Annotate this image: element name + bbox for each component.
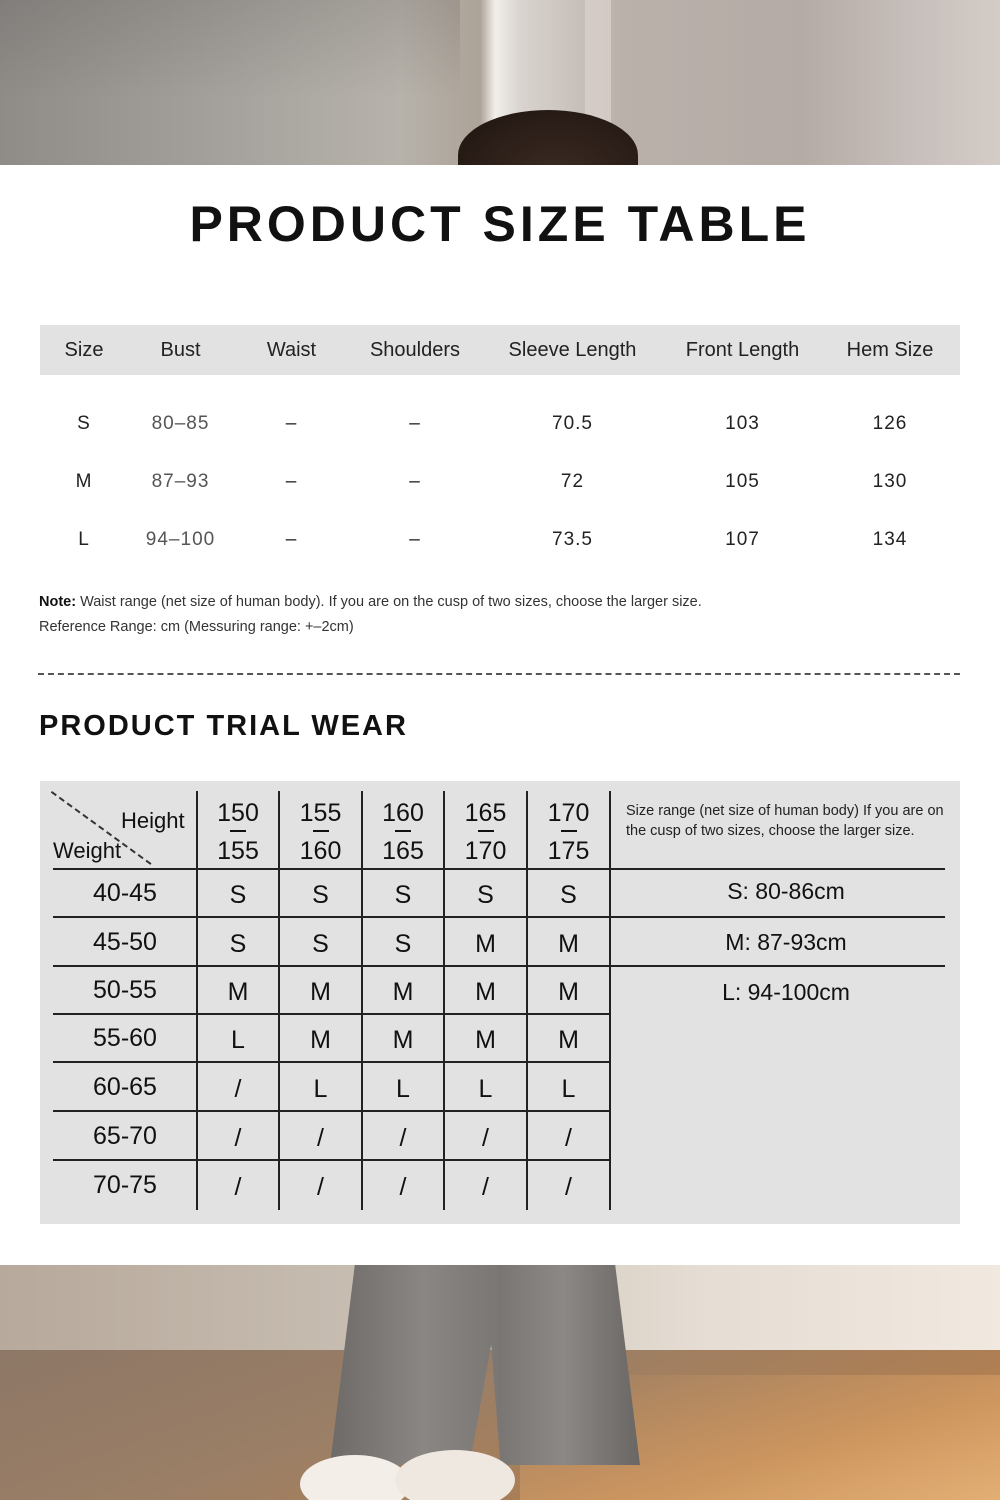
grid-horizontal-line [53, 916, 610, 918]
height-header-cell: 155 160 [299, 799, 342, 865]
size-cell: / [399, 1123, 407, 1152]
cell-front-length: 105 [725, 471, 760, 492]
size-cell: / [317, 1173, 324, 1201]
cell-front-length: 103 [725, 413, 760, 434]
size-row-m [40, 453, 960, 511]
section-divider [38, 673, 960, 675]
weight-cell: 45-50 [93, 927, 157, 956]
size-cell: M [227, 978, 249, 1006]
range-m: M: 87-93cm [725, 929, 847, 955]
size-note [39, 590, 702, 640]
weight-cell: 70-75 [93, 1171, 157, 1199]
note-text: Waist range (net size of human body). If you are on the cusp of two sizes, choose the larger size. [76, 594, 702, 610]
range-s: S: 80-86cm [727, 878, 845, 904]
cell-hem-size: 130 [872, 471, 908, 492]
range-note: Size range (net size of human body) If you are on the cusp of two sizes, choose the larger size. [626, 803, 944, 839]
size-cell: / [317, 1123, 324, 1152]
range-divider-line [610, 916, 945, 918]
grid-horizontal-line [53, 1110, 610, 1112]
header-size: Size [64, 338, 104, 361]
size-row-l [40, 511, 960, 569]
note-line-1 [39, 590, 702, 615]
cell-bust: 87–93 [151, 471, 210, 492]
size-cell: S [312, 929, 329, 958]
size-cell: L [231, 1026, 245, 1054]
size-cell: M [392, 1026, 414, 1054]
cell-hem-size: 134 [872, 529, 908, 550]
size-cell: S [312, 881, 329, 909]
range-l: L: 94-100cm [722, 979, 850, 1005]
cell-hem-size: 126 [872, 413, 908, 434]
size-row-s [40, 395, 960, 453]
size-cell: S [394, 881, 412, 909]
size-table [40, 325, 960, 569]
header-hem-size: Hem Size [846, 338, 934, 361]
cell-bust: 80–85 [151, 413, 210, 434]
size-table-header-row [40, 325, 960, 375]
grid-horizontal-line [53, 1013, 610, 1015]
cell-waist: – [285, 413, 298, 434]
size-cell: M [310, 978, 331, 1006]
weight-cell: 55-60 [93, 1024, 157, 1052]
size-cell: / [482, 1173, 489, 1201]
size-cell: L [478, 1074, 493, 1103]
cell-waist: – [285, 471, 298, 492]
size-cell: / [234, 1173, 242, 1201]
height-header-cell: 150 155 [217, 799, 259, 865]
height-header-cell: 160 165 [382, 799, 424, 865]
size-cell: M [475, 929, 496, 958]
size-cell: M [558, 978, 579, 1006]
size-cell: L [561, 1074, 576, 1103]
cell-sleeve-length: 72 [560, 471, 585, 492]
trial-section-title: PRODUCT TRIAL WEAR [39, 710, 408, 742]
size-cell: / [234, 1074, 242, 1103]
header-shoulders: Shoulders [369, 338, 461, 361]
top-product-photo [0, 0, 1000, 165]
size-cell: S [560, 881, 577, 909]
weight-cell: 40-45 [93, 879, 157, 907]
size-cell: M [558, 1026, 579, 1054]
cell-bust: 94–100 [145, 529, 216, 550]
range-divider-line [610, 965, 945, 967]
size-cell: / [234, 1123, 242, 1152]
grid-horizontal-line [53, 1159, 610, 1161]
cell-size: L [78, 529, 90, 550]
size-cell: / [565, 1123, 572, 1152]
corner-weight-label: Weight [53, 838, 122, 863]
size-cell: / [399, 1173, 407, 1201]
size-cell: / [482, 1123, 489, 1152]
cell-shoulders: – [409, 413, 421, 434]
cell-waist: – [285, 529, 298, 550]
weight-cell: 50-55 [93, 976, 157, 1004]
size-cell: L [396, 1074, 410, 1103]
size-cell: M [392, 978, 414, 1006]
corner-height-label: Height [121, 808, 185, 833]
size-cell: M [558, 929, 579, 958]
size-cell: L [313, 1074, 328, 1103]
header-bust: Bust [160, 338, 201, 361]
header-front-length: Front Length [685, 338, 800, 361]
size-cell: S [477, 881, 494, 909]
header-waist: Waist [266, 338, 317, 361]
size-cell: / [565, 1173, 572, 1201]
weight-cell: 65-70 [93, 1121, 157, 1150]
header-sleeve-length: Sleeve Length [508, 338, 637, 361]
size-cell: M [475, 1026, 496, 1054]
size-cell: M [475, 978, 496, 1006]
cell-size: M [75, 471, 93, 492]
size-cell: S [394, 929, 412, 958]
cell-sleeve-length: 73.5 [552, 529, 593, 550]
note-label: Note: [39, 594, 77, 610]
cell-size: S [77, 413, 91, 434]
note-line-2: Reference Range: cm (Messuring range: +–2cm) [39, 619, 354, 635]
size-cell: S [229, 881, 247, 909]
range-divider-line [610, 868, 945, 870]
page-title: PRODUCT SIZE TABLE [189, 196, 811, 252]
grid-horizontal-line [53, 965, 610, 967]
cell-front-length: 107 [725, 529, 760, 550]
size-cell: M [310, 1026, 331, 1054]
grid-horizontal-line [53, 1061, 610, 1063]
cell-shoulders: – [409, 529, 421, 550]
size-cell: S [229, 929, 247, 958]
height-header-cell: 170 175 [547, 799, 590, 865]
weight-cell: 60-65 [93, 1072, 157, 1101]
cell-shoulders: – [409, 471, 421, 492]
bottom-product-photo [0, 1265, 1000, 1500]
cell-sleeve-length: 70.5 [552, 413, 593, 434]
height-header-cell: 165 170 [464, 799, 507, 865]
